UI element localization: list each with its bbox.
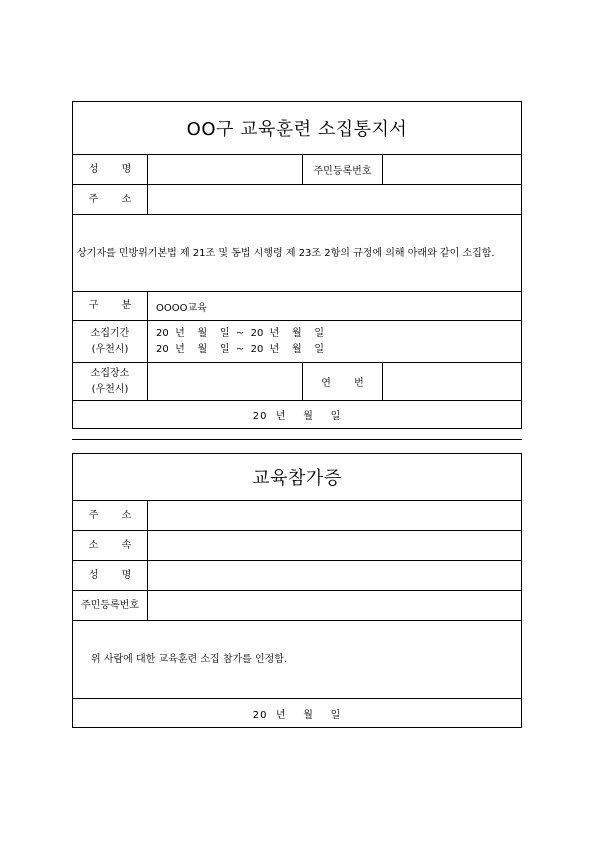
cert-resident-id-field[interactable] <box>148 591 521 620</box>
cert-resident-id-label: 주민등록번호 <box>73 591 148 620</box>
place-label-main: 소집장소 <box>90 367 130 379</box>
notice-title-row <box>73 102 521 154</box>
period-line-rain: 20 년 월 일 ~ 20 년 월 일 <box>156 343 325 355</box>
cert-name-field[interactable] <box>148 561 521 590</box>
notice-body-text: 상기자를 민방위기본법 제 21조 및 동법 시행령 제 23조 2항의 규정에 의해 아래와 같이 소집함. <box>77 247 495 259</box>
resident-id-field[interactable] <box>383 155 521 184</box>
participation-certificate-form <box>72 453 522 728</box>
category-row <box>73 291 521 320</box>
cert-date-row <box>73 698 521 727</box>
cert-body-row <box>73 620 521 698</box>
place-label-rain: (우천시) <box>91 383 129 395</box>
address-row <box>73 184 521 214</box>
notice-body-row <box>73 214 521 291</box>
cert-address-row <box>73 500 521 530</box>
period-label-rain: (우천시) <box>91 343 129 355</box>
category-value: OOOO교육 <box>156 302 207 314</box>
category-label: 구 분 <box>73 292 148 320</box>
notice-date: 20 년 월 일 <box>252 411 342 422</box>
certificate-title: 교육참가증 <box>252 468 342 489</box>
cert-name-row <box>73 560 521 590</box>
name-label: 성 명 <box>73 155 148 184</box>
cert-date: 20 년 월 일 <box>252 709 342 721</box>
cut-line-divider <box>72 439 522 440</box>
address-field[interactable] <box>148 185 521 214</box>
cert-body-text: 위 사람에 대한 교육훈련 소집 참가를 인정함. <box>91 654 288 665</box>
cert-affiliation-row <box>73 530 521 560</box>
period-values <box>148 321 521 362</box>
place-field[interactable] <box>148 363 303 400</box>
cert-address-label: 주 소 <box>73 501 148 530</box>
address-label: 주 소 <box>73 185 148 214</box>
cert-resident-id-row <box>73 590 521 620</box>
cert-address-field[interactable] <box>148 501 521 530</box>
serial-number-field[interactable] <box>383 363 521 400</box>
resident-id-label: 주민등록번호 <box>303 155 383 184</box>
period-line-main: 20 년 월 일 ~ 20 년 월 일 <box>156 327 325 339</box>
place-label <box>73 363 148 400</box>
period-label <box>73 321 148 362</box>
name-field[interactable] <box>148 155 303 184</box>
serial-number-label: 연 번 <box>303 363 383 400</box>
period-row <box>73 320 521 362</box>
cert-affiliation-label: 소 속 <box>73 531 148 560</box>
cert-affiliation-field[interactable] <box>148 531 521 560</box>
notice-date-row <box>73 400 521 428</box>
cert-name-label: 성 명 <box>73 561 148 590</box>
name-row <box>73 154 521 184</box>
certificate-title-row <box>73 454 521 500</box>
period-label-main: 소집기간 <box>90 327 130 339</box>
mobilization-notice-form <box>72 101 522 429</box>
notice-title: OO구 교육훈련 소집통지서 <box>186 119 408 140</box>
place-row <box>73 362 521 400</box>
